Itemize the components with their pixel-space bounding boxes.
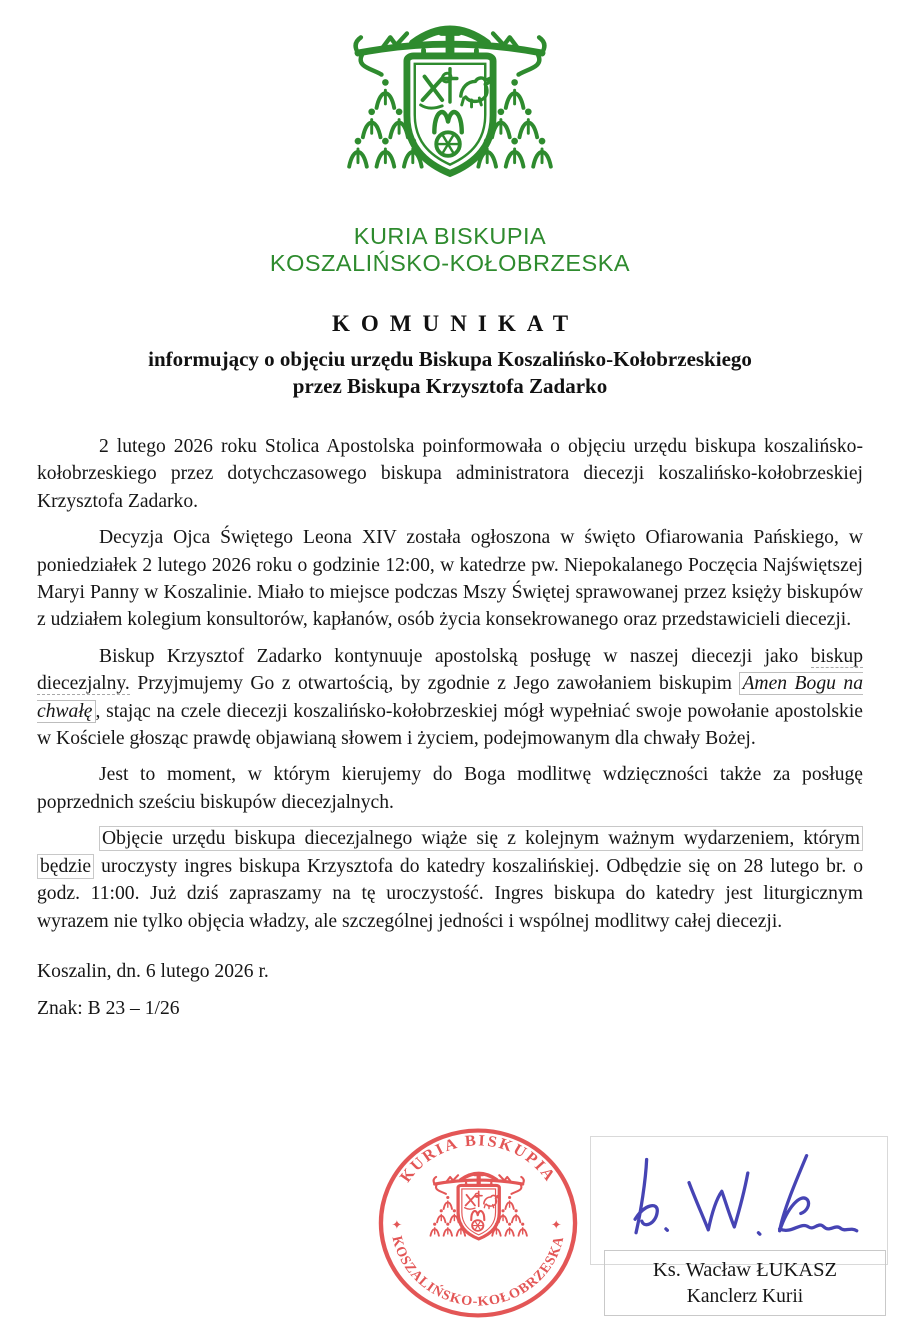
svg-text:KOSZALIŃSKO-KOŁOBRZESKA [388, 1235, 567, 1310]
letterhead [0, 0, 900, 277]
paragraph [37, 825, 863, 935]
subtitle-line2: przez Biskupa Krzysztofa Zadarko [292, 373, 608, 398]
reference-number: Znak: B 23 – 1/26 [37, 997, 180, 1019]
episcopal-crest-icon [329, 8, 571, 194]
handwritten-signature [612, 1146, 874, 1252]
seal-bottom-text: KOSZALIŃSKO-KOŁOBRZESKA [388, 1234, 568, 1310]
seal-star-right-icon: ✦ [550, 1218, 562, 1232]
text-segment: Decyzja Ojca Świętego Leona XIV została ogłoszona w święto Ofiarowania Pańskiego, w poniedziałek 2 lutego 2026 roku o godzinie 12:00, w katedrze pw. Niepokalanego Poczęcia Najświętszej Maryi Panny w Koszalinie. Miało to miejsce podczas Mszy Świętej sprawowanej przez księży biskupów z udziałem kolegium konsultorów, kapłanów, osób życia konsekrowanego oraz przedstawicieli diecezji. [37, 527, 863, 631]
text-segment: 2 lutego 2026 roku Stolica Apostolska poinformowała o objęciu urzędu biskupa koszalińsko-kołobrzeskiego przez dotychczasowego biskupa administratora diecezji koszalińsko-kołobrzeskiej Krzysztofa Zadarko. [37, 436, 863, 512]
paragraph [37, 643, 863, 753]
text-segment: uroczysty ingres biskupa Krzysztofa do katedry koszalińskiej. Odbędzie się on 28 lutego br. o godz. 11:00. Już dziś zapraszamy na tę uroczystość. Ingres biskupa do katedry jest liturgicznym wyrazem nie tylko objęcia władzy, ale szczególnej jedności i wspólnej modlitwy całej diecezji. [37, 855, 863, 932]
signatory-name: Ks. Wacław ŁUKASZ [652, 1259, 838, 1281]
seal-star-left-icon: ✦ [391, 1218, 403, 1232]
paragraph [37, 433, 863, 515]
organization-name [0, 223, 900, 277]
paragraph [37, 761, 863, 816]
organization-name-line2: KOSZALIŃSKO-KOŁOBRZESKA [269, 250, 631, 276]
body-paragraphs [37, 433, 863, 935]
signatory-title: Kanclerz Kurii [686, 1286, 804, 1307]
text-segment: , stając na czele diecezji koszalińsko-kołobrzeskiej mógł wypełniać swoje powołanie apostolskie w Kościele głosząc prawdę objawianą słowem i życiem, podejmowanym dla chwały Bożej. [37, 700, 863, 750]
date-line: Koszalin, dn. 6 lutego 2026 r. [37, 960, 269, 982]
text-segment: Jest to moment, w którym kierujemy do Boga modlitwę wdzięczności także za posługę poprzednich sześciu biskupów diecezjalnych. [37, 764, 863, 813]
text-segment: Przyjmujemy Go z otwartością, by zgodnie z Jego zawołaniem biskupim [129, 673, 740, 695]
subtitle-line1: informujący o objęciu urzędu Biskupa Koszalińsko-Kołobrzeskiego [148, 347, 752, 371]
signatory-block [604, 1250, 886, 1316]
organization-name-line1: KURIA BISKUPIA [353, 223, 547, 249]
text-segment: Biskup Krzysztof Zadarko kontynuuje apostolską posługę w naszej diecezji jako [99, 645, 811, 667]
seal-crest-icon [430, 1173, 526, 1238]
boxed-text: Objęcie urzędu biskupa diecezjalnego wiąże się z kolejnym ważnym wydarzeniem, którym będzie [37, 826, 863, 878]
seal-top-text: KURIA BISKUPIA [396, 1132, 560, 1186]
paragraph [37, 524, 863, 634]
underlined-text: biskup diecezjalny. [37, 645, 863, 695]
motto-emphasis: Amen Bogu na chwałę [37, 673, 863, 722]
document-subtitle [0, 346, 900, 399]
document-title: KOMUNIKAT [331, 311, 580, 336]
curia-seal-stamp [374, 1124, 582, 1322]
